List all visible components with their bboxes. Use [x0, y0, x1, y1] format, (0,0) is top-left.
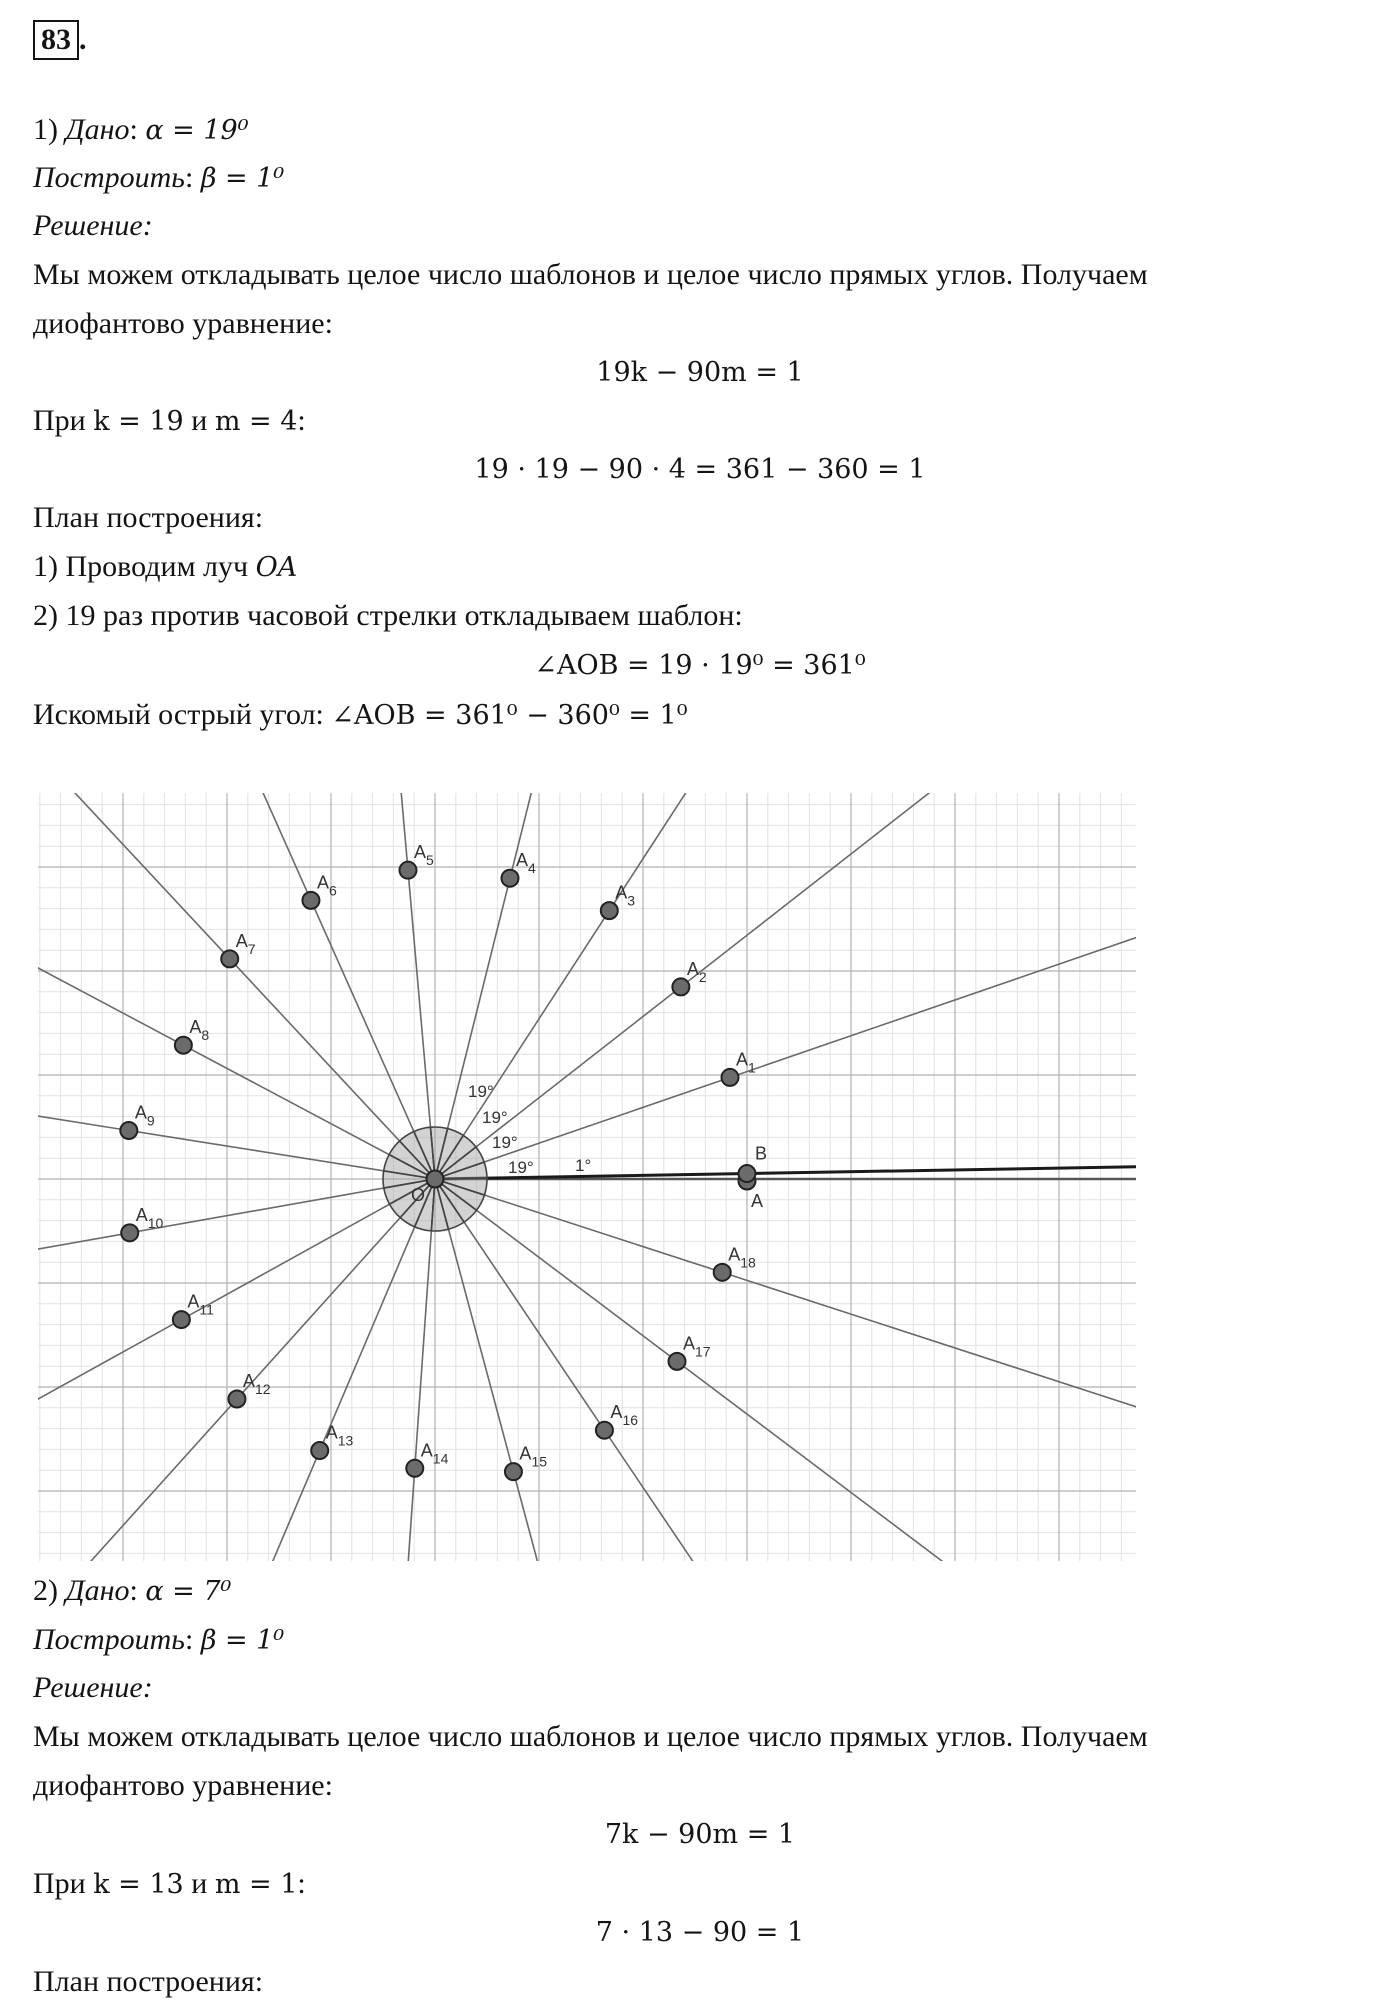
part2-construct-math: β = 1⁰: [200, 1625, 285, 1656]
part1-construct-word: Построить: [33, 161, 185, 194]
part2-plan-title: План построения:: [33, 1965, 264, 1998]
point-o: [427, 1171, 444, 1188]
part2-construct: Построить: β = 1⁰: [33, 1623, 285, 1656]
part1-result-math: ∠AOB = 361⁰ − 360⁰ = 1⁰: [331, 700, 688, 731]
point-a10: [121, 1224, 138, 1241]
problem-number-dot: .: [79, 23, 87, 56]
part1-when-and: и: [183, 404, 215, 437]
part2-check: 7 · 13 − 90 = 1: [595, 1917, 805, 1948]
angle-label: 19°: [492, 1133, 518, 1152]
point-a13: [311, 1442, 328, 1459]
part1-step1: [33, 549, 297, 586]
part2-construct-word: Построить: [33, 1623, 185, 1656]
point-label-a9: $A_9$: [134, 1102, 155, 1129]
point-a4: [501, 870, 518, 887]
point-a8: [175, 1037, 192, 1054]
point-label-a15: $A_{15}$: [519, 1443, 548, 1470]
point-label-b: B: [754, 1143, 767, 1164]
part2-when-and: и: [183, 1867, 215, 1900]
point-label-a11: $A_{11}$: [187, 1291, 214, 1318]
part1-step1-text: 1) Проводим луч: [33, 550, 256, 583]
part2-solution-heading: Решение:: [33, 1671, 153, 1704]
point-a17: [668, 1353, 685, 1370]
part1-check: 19 · 19 − 90 · 4 = 361 − 360 = 1: [474, 454, 926, 485]
part1-when-prefix: При: [33, 404, 94, 437]
part2-paragraph-line2: диофантово уравнение:: [33, 1769, 333, 1802]
part2-when-k: k = 13: [93, 1869, 184, 1900]
point-label-a16: $A_{16}$: [610, 1402, 639, 1429]
part1-when-k: k = 19: [93, 406, 184, 437]
point-label-a7: $A_7$: [235, 930, 256, 957]
point-a14: [406, 1460, 423, 1477]
problem-number-box: 83: [33, 20, 79, 60]
part1-when-m: m = 4: [214, 406, 298, 437]
point-a1: [722, 1069, 739, 1086]
point-label-o: O: [411, 1185, 426, 1205]
part1-result-text: Искомый острый угол:: [33, 698, 332, 731]
part1-step1-math: OA: [255, 552, 298, 583]
point-a12: [228, 1390, 245, 1407]
part2-paragraph-line1: Мы можем откладывать целое число шаблонов и целое число прямых углов. Получаем: [33, 1720, 1148, 1753]
angle-label: 19°: [508, 1158, 534, 1177]
part1-result: [33, 697, 688, 734]
part2-given: 2) Дано: α = 7⁰: [33, 1574, 232, 1607]
point-label-a1: $A_1$: [736, 1049, 756, 1076]
part1-when-line: [33, 403, 306, 440]
part2-given-math: α = 7⁰: [145, 1576, 232, 1607]
point-label-a18: $A_{18}$: [728, 1244, 756, 1271]
part1-solution-heading: Решение:: [33, 209, 153, 242]
part1-given-math: α = 19⁰: [145, 115, 249, 146]
part1-when-suffix: :: [297, 404, 306, 437]
part2-when-m: m = 1: [214, 1869, 298, 1900]
point-a15: [505, 1463, 522, 1480]
point-a6: [302, 892, 319, 909]
point-label-a2: $A_2$: [686, 958, 707, 985]
point-a3: [601, 902, 618, 919]
point-label-a4: $A_4$: [515, 850, 536, 877]
point-label-a3: $A_3$: [615, 882, 636, 909]
point-label-a5: $A_5$: [413, 842, 434, 869]
construction-figure: [38, 793, 1136, 1561]
part1-construct-math: β = 1⁰: [200, 163, 285, 194]
point-a11: [173, 1311, 190, 1328]
part1-equation: 19k − 90m = 1: [596, 357, 804, 388]
point-label-a10: $A_{10}$: [135, 1204, 164, 1231]
part2-given-prefix: 2): [33, 1574, 66, 1607]
part2-given-word: Дано: [65, 1574, 130, 1607]
part1-given-word: Дано: [65, 113, 130, 146]
part1-plan-title: План построения:: [33, 501, 264, 534]
point-label-a14: $A_{14}$: [420, 1440, 449, 1467]
point-a5: [399, 862, 416, 879]
point-a18: [714, 1264, 731, 1281]
angle-label: 19°: [468, 1082, 494, 1101]
part2-when-line: [33, 1866, 306, 1903]
point-label-a12: $A_{12}$: [242, 1370, 271, 1397]
angle-label: 1°: [575, 1156, 592, 1175]
part1-given-prefix: 1): [33, 113, 66, 146]
point-b: [738, 1165, 755, 1182]
point-label-a17: $A_{17}$: [682, 1333, 711, 1360]
point-label-a8: $A_8$: [189, 1017, 210, 1044]
part1-step2-formula: ∠AOB = 19 · 19⁰ = 361⁰: [534, 650, 866, 681]
part1-paragraph-line1: Мы можем откладывать целое число шаблонов и целое число прямых углов. Получаем: [33, 258, 1148, 291]
part2-when-suffix: :: [297, 1867, 306, 1900]
point-a16: [596, 1422, 613, 1439]
problem-number: [33, 20, 87, 60]
part1-paragraph-line2: диофантово уравнение:: [33, 307, 333, 340]
point-label-a6: $A_6$: [316, 872, 337, 899]
point-a9: [120, 1122, 137, 1139]
part2-when-prefix: При: [33, 1867, 94, 1900]
point-label-a13: $A_{13}$: [325, 1422, 354, 1449]
part1-given: 1) Дано: α = 19⁰: [33, 113, 249, 146]
point-label-a: A: [751, 1191, 764, 1211]
part2-equation: 7k − 90m = 1: [604, 1819, 796, 1850]
point-a7: [221, 950, 238, 967]
part1-step2: 2) 19 раз против часовой стрелки откладываем шаблон:: [33, 599, 743, 632]
part1-construct: Построить: β = 1⁰: [33, 161, 285, 194]
point-a2: [672, 978, 689, 995]
angle-label: 19°: [482, 1108, 508, 1127]
